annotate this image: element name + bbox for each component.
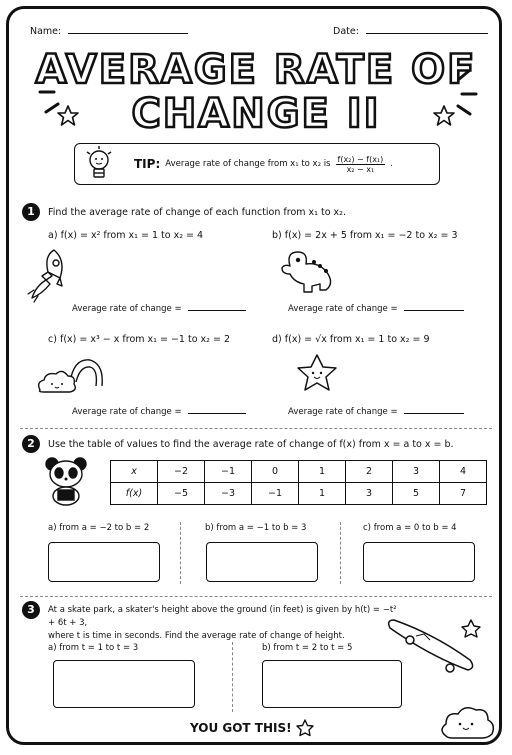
name-line[interactable] [68, 33, 188, 34]
section-3-prompt [48, 604, 398, 643]
table-cell: −5 [158, 483, 205, 505]
table-cell: 2 [346, 461, 393, 483]
item-d-answer-label: Average rate of change = [288, 407, 398, 417]
answer-box-3a[interactable] [53, 660, 195, 708]
answer-box-3b[interactable] [262, 660, 402, 708]
table-cell: 5 [393, 483, 440, 505]
item-a-answer-label: Average rate of change = [72, 304, 182, 314]
section-3-prompt-line-1: At a skate park, a skater's height above the ground (in feet) is given by h(t) = −t² + 6t + 3, [48, 605, 397, 628]
footer-text: YOU GOT THIS! [190, 721, 292, 735]
date-label: Date: [333, 26, 359, 37]
item-c-text [48, 333, 230, 346]
item-b-answer [288, 304, 464, 314]
item-a-answer [72, 304, 246, 314]
item-c-answer [72, 407, 246, 417]
divider-2 [20, 596, 492, 597]
tip-content [134, 152, 393, 176]
item-d-answer-line[interactable] [404, 413, 464, 414]
worksheet-title [0, 48, 512, 136]
table-cell: x [111, 461, 158, 483]
table-row-fx [111, 483, 487, 505]
tip-period: . [390, 159, 393, 169]
name-label: Name: [30, 26, 62, 37]
section-1-badge: 1 [22, 203, 40, 221]
item-b-text [272, 229, 458, 242]
smiling-cloud-icon [438, 700, 498, 740]
table-cell: 7 [440, 483, 487, 505]
table-cell: 3 [346, 483, 393, 505]
tip-numerator: f(x₂) − f(x₁) [337, 154, 384, 164]
dinosaur-icon [276, 244, 338, 296]
item-d-text [272, 333, 430, 346]
item-a-answer-line[interactable] [188, 310, 246, 311]
table-row-x [111, 461, 487, 483]
table-cell: 1 [299, 461, 346, 483]
table-cell: −1 [205, 461, 252, 483]
part-2c-label: c) from a = 0 to b = 4 [363, 523, 457, 533]
answer-box-2b[interactable] [206, 542, 318, 582]
item-b-expression: f(x) = 2x + 5 from x₁ = −2 to x₂ = 3 [284, 230, 458, 241]
table-cell: 3 [393, 461, 440, 483]
answer-box-2c[interactable] [363, 542, 475, 582]
tip-fraction [336, 155, 386, 174]
item-d-label: d) [272, 334, 282, 345]
star-small-icon [460, 618, 482, 640]
answer-box-2a[interactable] [48, 542, 160, 582]
table-cell: −1 [252, 483, 299, 505]
table-cell: f(x) [111, 483, 158, 505]
part-3b-label: b) from t = 2 to t = 5 [262, 643, 353, 653]
item-c-answer-label: Average rate of change = [72, 407, 182, 417]
tip-label: TIP: [134, 157, 161, 171]
table-cell: −2 [158, 461, 205, 483]
date-line[interactable] [366, 33, 488, 34]
rocket-icon [24, 246, 74, 306]
table-cell: 1 [299, 483, 346, 505]
section-2-prompt: Use the table of values to find the average rate of change of f(x) from x = a to x = b. [48, 439, 454, 450]
divider-3 [232, 642, 233, 712]
values-table [110, 460, 487, 505]
title-line-1: AVERAGE RATE OF [35, 47, 477, 93]
tip-denominator: x₂ − x₁ [346, 164, 375, 174]
item-b-label: b) [272, 230, 282, 241]
section-3-badge: 3 [22, 601, 40, 619]
divider-1 [20, 428, 492, 429]
item-b-answer-label: Average rate of change = [288, 304, 398, 314]
item-a-expression: f(x) = x² from x₁ = 1 to x₂ = 4 [60, 230, 204, 241]
smiling-star-icon [294, 352, 340, 396]
footer [190, 719, 314, 737]
item-b-answer-line[interactable] [404, 310, 464, 311]
section-1-prompt: Find the average rate of change of each function from x₁ to x₂. [48, 207, 346, 218]
section-3-prompt-line-2: where t is time in seconds. Find the average rate of change of height. [48, 631, 345, 641]
panda-icon [42, 456, 90, 506]
part-3a-label: a) from t = 1 to t = 3 [48, 643, 139, 653]
divider-2b [340, 522, 341, 584]
footer-star-icon [296, 719, 314, 737]
table-cell: 4 [440, 461, 487, 483]
item-d-expression: f(x) = √x from x₁ = 1 to x₂ = 9 [284, 334, 430, 345]
tip-text: Average rate of change from x₁ to x₂ is [165, 159, 331, 169]
item-a-label: a) [48, 230, 58, 241]
date-field [333, 26, 488, 37]
item-a-text [48, 229, 203, 242]
cloud-rainbow-icon [34, 352, 106, 396]
section-2-badge: 2 [22, 435, 40, 453]
item-c-expression: f(x) = x³ − x from x₁ = −1 to x₂ = 2 [59, 334, 231, 345]
item-d-answer [288, 407, 464, 417]
item-c-label: c) [48, 334, 57, 345]
lightbulb-icon [84, 144, 114, 188]
name-field [30, 26, 188, 37]
table-cell: −3 [205, 483, 252, 505]
item-c-answer-line[interactable] [188, 413, 246, 414]
part-2b-label: b) from a = −1 to b = 3 [205, 523, 307, 533]
part-2a-label: a) from a = −2 to b = 2 [48, 523, 150, 533]
table-cell: 0 [252, 461, 299, 483]
title-line-2: CHANGE II [131, 91, 381, 137]
divider-2a [180, 522, 181, 584]
